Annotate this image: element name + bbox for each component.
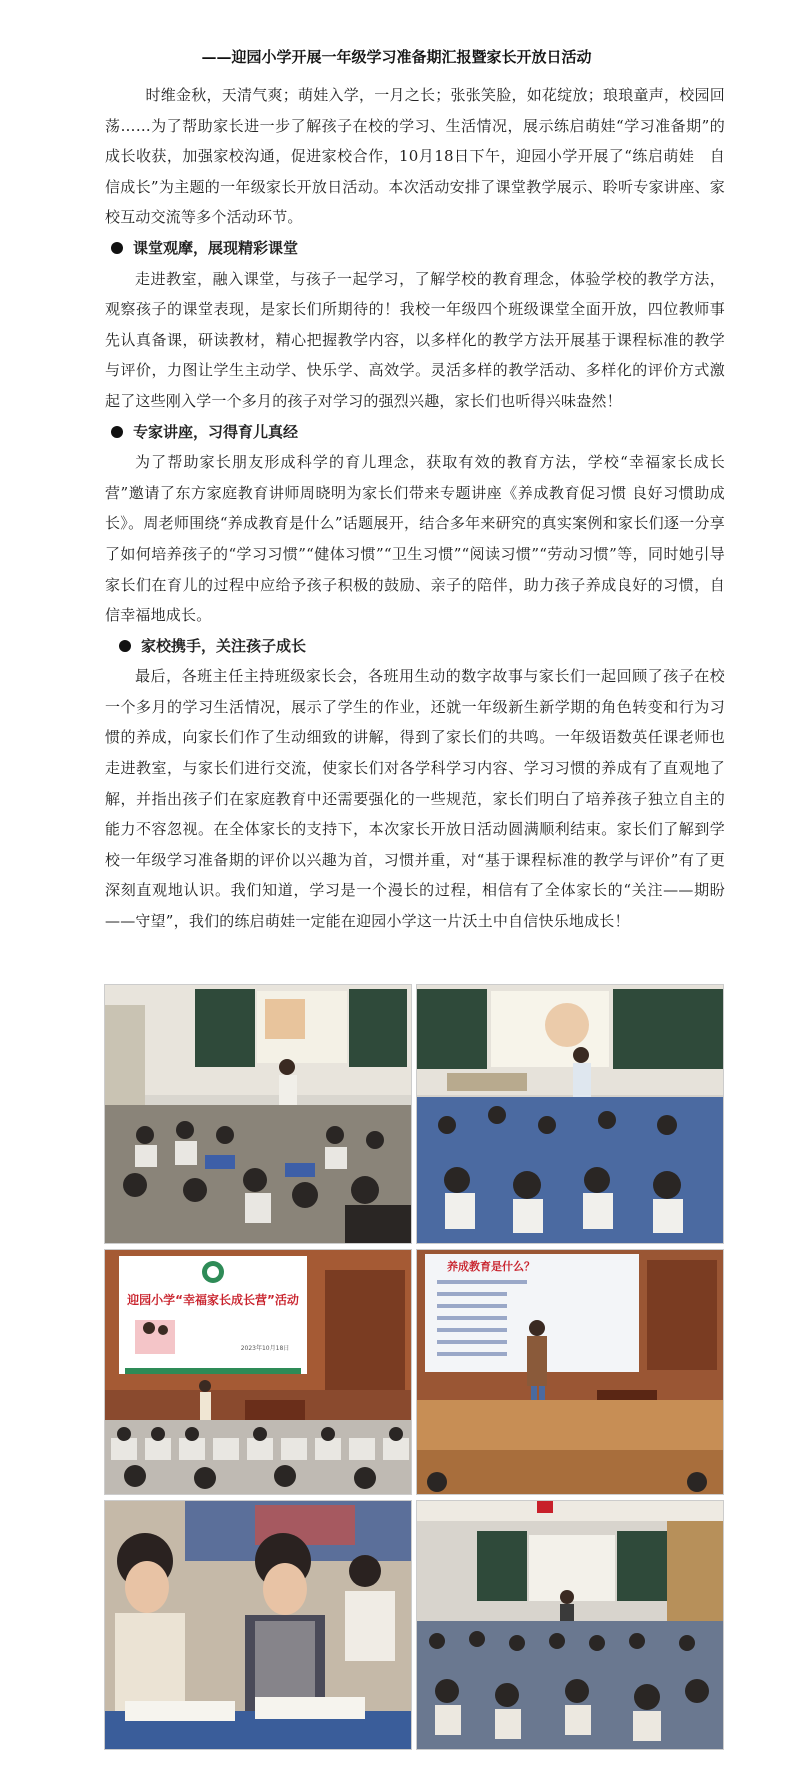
intro-paragraph: 时维金秋，天清气爽；萌娃入学，一月之长；张张笑脸，如花绽放；琅琅童声，校园回荡……为了帮助家长进一步了解孩子在校的学习、生活情况，展示练启萌娃“学习准备期”的成长收获，加强家校沟通，促进家校合作，10月18日下午，迎园小学开展了“练启萌娃 自信成长”为主题的一年级家长开放日活动。本次活动安排了课堂教学展示、聆听专家讲座、家校互动交流等多个活动环节。 [105,86,725,227]
section-paragraph-3: 最后，各班主任主持班级家长会，各班用生动的数字故事与家长们一起回顾了孩子在校一个多月的学习生活情况，展示了学生的作业，还就一年级新生新学期的角色转变和行为习惯的养成，向家长们作了生动细致的讲解，得到了家长们的共鸣。一年级语数英任课老师也走进教室，与家长们进行交流，使家长们对各学科学习内容、学习习惯的养成有了直观地了解，并指出孩子们在家庭教育中还需要强化的一些规范，家长们明白了培养孩子独立自主的能力不容忽视。在全体家长的支持下，本次家长开放日活动圆满顺利结束。家长们了解到学校一年级学习准备期的评价以兴趣为首，习惯并重，对“基于课程标准的教学与评价”有了更深刻直观地认识。我们知道，学习是一个漫长的过程，相信有了全体家长的“关注——期盼——守望”，我们的练启萌娃一定能在迎园小学这一片沃土中自信快乐地成长！ [105,667,725,931]
bullet-icon [111,242,123,254]
photo-classroom-1 [104,984,412,1244]
banner-title: 迎园小学“幸福家长成长营”活动 [127,1293,299,1307]
section-heading-2 [105,417,725,448]
photo-classroom-2 [416,984,724,1244]
section-heading-1 [105,233,725,264]
photo-parents-classroom [416,1500,724,1750]
photo-lecturer-slide [416,1249,724,1495]
section-paragraph-1: 走进教室，融入课堂，与孩子一起学习，了解学校的教育理念，体验学校的教学方法，观察孩子的课堂表现，是家长们所期待的！我校一年级四个班级课堂全面开放，四位教师事先认真备课，研读教材，精心把握教学内容，以多样化的教学方法开展基于课程标准的教学与评价，力图让学生主动学、快乐学、高效学。灵活多样的教学活动、多样化的评价方式激起了这些刚入学一个多月的孩子对学习的强烈兴趣，家长们也听得兴味盎然！ [105,269,725,410]
bullet-icon [111,426,123,438]
photo-lecture-banner [104,1249,412,1495]
slide-title: 养成教育是什么？ [447,1260,535,1273]
bullet-icon [119,640,131,652]
banner-date: 2023年10月18日 [240,1345,290,1352]
section-heading-text: 家校携手，关注孩子成长 [141,636,307,655]
section-heading-text: 专家讲座，习得育儿真经 [133,422,299,441]
article-title: ——迎园小学开展一年级学习准备期汇报暨家长开放日活动 [201,48,592,66]
section-heading-text: 课堂观摩，展现精彩课堂 [133,238,299,257]
section-paragraph-2: 为了帮助家长朋友形成科学的育儿理念，获取有效的教育方法，学校“幸福家长成长营”邀请了东方家庭教育讲师周晓明为家长们带来专题讲座《养成教育促习惯 良好习惯助成长》。周老师围绕“养成教育是什么”话题展开，结合多年来研究的真实案例和家长们逐一分享了如何培养孩子的“学习习惯”“健体习惯”“卫生习惯”“阅读习惯”“劳动习惯”等，同时她引导家长们在育儿的过程中应给予孩子积极的鼓励、亲子的陪伴，助力孩子养成良好的习惯，自信幸福地成长。 [105,453,725,625]
photo-parents-reading [104,1500,412,1750]
article-body [105,80,725,937]
section-heading-3 [105,631,725,662]
